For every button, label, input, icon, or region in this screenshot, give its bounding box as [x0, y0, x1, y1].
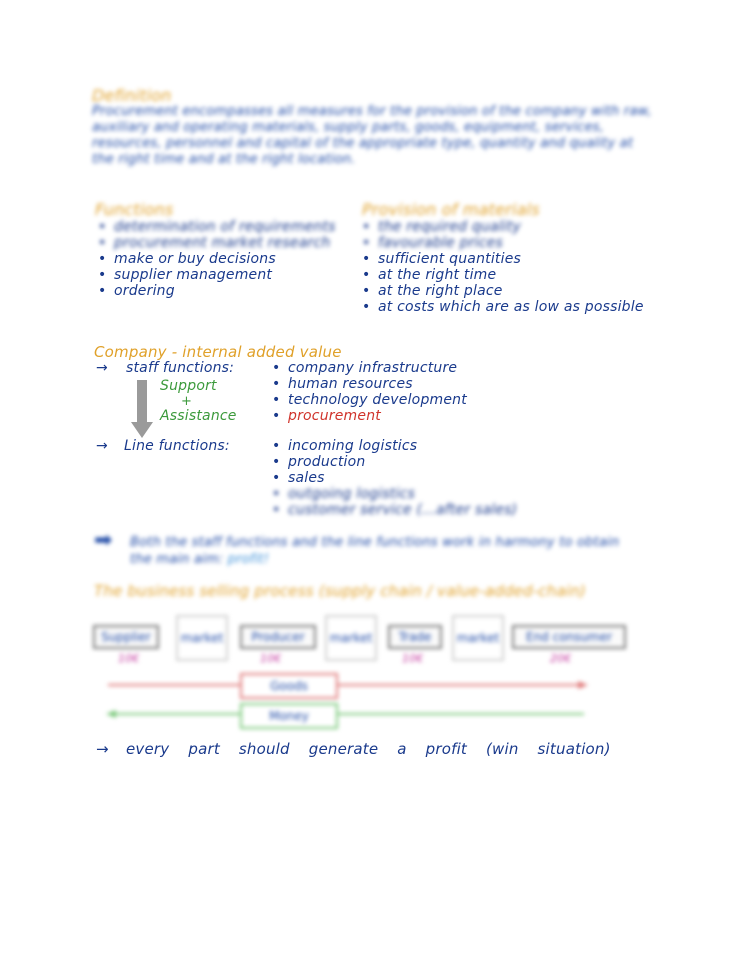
list-item: • human resources — [272, 376, 467, 392]
list-item: • at the right time — [362, 267, 644, 283]
footer-arrow: → — [96, 740, 109, 758]
provision-heading: Provision of materials — [362, 200, 540, 219]
footer-text: every part should generate a profit (win situation) — [126, 740, 611, 758]
list-item: • sales — [272, 470, 517, 486]
conclusion-text — [130, 534, 630, 568]
list-item: • procurement — [272, 408, 467, 424]
chain-node-end-consumer: End consumer — [512, 625, 626, 649]
chain-heading: The business selling process (supply chain / value-added-chain) — [94, 582, 586, 600]
conclusion-highlight: profit! — [227, 552, 270, 567]
definition-text: Procurement encompasses all measures for the provision of the company with raw, auxiliary and operating materials, supply parts, goods, equipment, services, resources, personnel and capital of the appropriate type, quantity and quality at the right time and at the right location. — [92, 104, 652, 167]
down-arrow-icon — [130, 380, 154, 440]
list-item: • incoming logistics — [272, 438, 517, 454]
chain-node-market: market — [176, 615, 228, 661]
list-item: • make or buy decisions — [98, 251, 336, 267]
end-consumer-price: 20€ — [550, 652, 572, 665]
list-item: • the required quality — [362, 219, 644, 235]
assistance-label: Assistance — [160, 408, 237, 424]
definition-heading: Definition — [92, 86, 172, 105]
conclusion-body: Both the staff functions and the line functions work in harmony to obtain the main aim: — [130, 535, 620, 567]
list-item: • favourable prices — [362, 235, 644, 251]
list-item: • customer service (...after sales) — [272, 502, 517, 518]
supplier-price: 10€ — [118, 652, 140, 665]
list-item: • at costs which are as low as possible — [362, 299, 644, 315]
list-item: • company infrastructure — [272, 360, 467, 376]
list-item: • supplier management — [98, 267, 336, 283]
producer-price: 10€ — [260, 652, 282, 665]
internal-heading: Company - internal added value — [94, 343, 342, 361]
support-label: Support — [160, 378, 217, 394]
functions-heading: Functions — [95, 200, 174, 219]
chain-node-supplier: Supplier — [93, 625, 159, 649]
line-arrow: → — [96, 438, 108, 454]
chain-node-market: market — [452, 615, 504, 661]
conclusion-arrow: ➡ — [94, 528, 113, 553]
list-item: • technology development — [272, 392, 467, 408]
line-functions-label: Line functions: — [124, 438, 230, 454]
provision-list — [362, 219, 644, 315]
plus-sign: + — [181, 394, 193, 409]
trade-price: 10€ — [402, 652, 424, 665]
list-item: • production — [272, 454, 517, 470]
list-item: • procurement market research — [98, 235, 336, 251]
list-item: • outgoing logistics — [272, 486, 517, 502]
money-label: Money — [240, 703, 338, 729]
list-item: • determination of requirements — [98, 219, 336, 235]
functions-list — [98, 219, 336, 299]
goods-label: Goods — [240, 673, 338, 699]
list-item: • sufficient quantities — [362, 251, 644, 267]
chain-node-trade: Trade — [388, 625, 442, 649]
chain-node-producer: Producer — [240, 625, 316, 649]
staff-functions-label: staff functions: — [126, 360, 235, 376]
list-item: • ordering — [98, 283, 336, 299]
chain-node-market: market — [325, 615, 377, 661]
list-item: • at the right place — [362, 283, 644, 299]
staff-functions-list — [272, 360, 467, 424]
money-flow-arrow — [100, 703, 595, 727]
staff-arrow: → — [96, 360, 108, 376]
line-functions-list — [272, 438, 517, 518]
goods-flow-arrow — [100, 674, 595, 698]
